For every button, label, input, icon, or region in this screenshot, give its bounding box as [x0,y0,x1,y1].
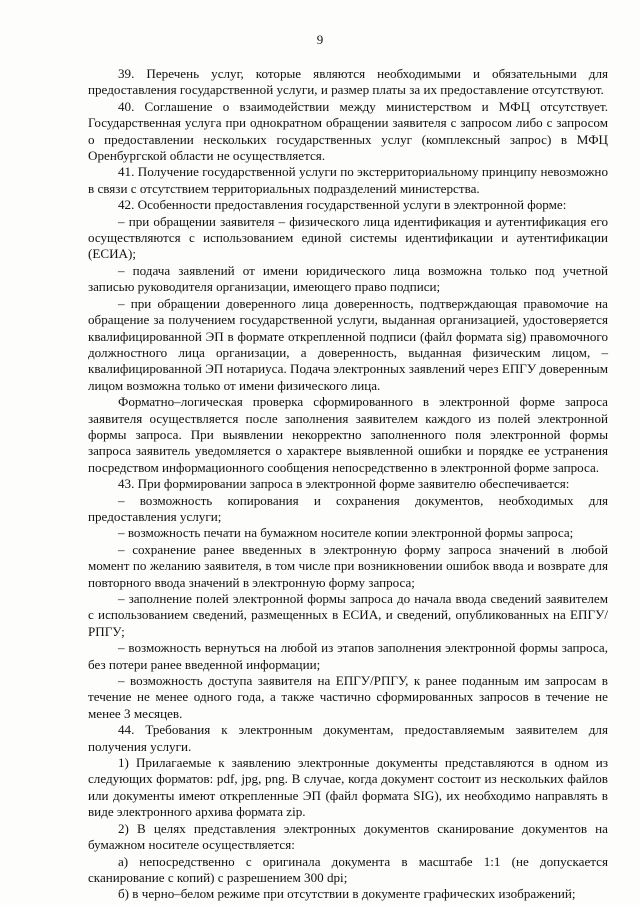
list-item: – при обращении доверенного лица доверенность, подтверждающая правомочие на обращение за получением государственной услуги, выданная организацией, удостоверяется квалифицированной ЭП в формате открепленной подписи (файл формата sig) правомочного должностного лица организации, а доверенность, выданная физическим лицом, – квалифицированной ЭП нотариуса. Подача электронных заявлений через ЕПГУ доверенным лицом возможна только от имени физического лица. [88,295,608,393]
subitem-2: 2) В целях представления электронных документов сканирование документов на бумажном носителе осуществляется: [88,820,608,853]
subitem-b: б) в черно–белом режиме при отсутствии в документе графических изображений; [118,886,576,902]
document-body [88,66,608,903]
list-item: – возможность копирования и сохранения документов, необходимых для предоставления услуги; [88,492,608,524]
paragraph-format-check: Форматно–логическая проверка сформированного в электронной форме запроса заявителя осуществляется после заполнения заявителем каждого из полей электронной формы запроса. При выявлении некорректно заполненного поля электронной формы запроса заявитель уведомляется о характере выявленной ошибки и порядке ее устранения посредством информационного сообщения непосредственно в электронной форме запроса. [88,394,608,475]
paragraph-41: 41. Получение государственной услуги по экстерриториальному принципу невозможно в связи с отсутствием территориальных подразделений министерства. [88,164,608,196]
subitem-1: 1) Прилагаемые к заявлению электронные документы представляются в одном из следующих форматов: pdf, jpg, png. В случае, когда документ состоит из нескольких файлов или документы имеют открепленные ЭП (файл формата SIG), их необходимо направлять в виде электронного архива формата zip. [88,755,608,820]
list-item: – возможность вернуться на любой из этапов заполнения электронной формы запроса, без потери ранее введенной информации; [88,640,608,672]
page-number: 9 [316,32,324,47]
list-item: – возможность доступа заявителя на ЕПГУ/РПГУ, к ранее поданным им запросам в течение не менее одного года, а также частично сформированных запросов в течение не менее 3 месяцев. [88,673,608,721]
list-item: – возможность печати на бумажном носителе копии электронной формы запроса; [118,525,574,541]
paragraph-42: 42. Особенности предоставления государственной услуги в электронной форме: [118,197,567,213]
list-item: – заполнение полей электронной формы запроса до начала ввода сведений заявителем с использованием сведений, размещенных в ЕСИА, и сведений, опубликованных на ЕПГУ/РПГУ; [88,591,608,639]
subitem-a: а) непосредственно с оригинала документа в масштабе 1:1 (не допускается сканирование с копий) с разрешением 300 dpi; [88,853,608,885]
paragraph-43: 43. При формировании запроса в электронной форме заявителю обеспечивается: [118,476,570,492]
paragraph-44: 44. Требования к электронным документам, предоставляемым заявителем для получения услуги. [88,722,608,754]
paragraph-40: 40. Соглашение о взаимодействии между министерством и МФЦ отсутствует. Государственная услуга при однократном обращении заявителя с запросом либо с запросом о предоставлении нескольких государственных услуг (комплексный запрос) в МФЦ Оренбургской области не осуществляется. [88,98,608,164]
paragraph-39: 39. Перечень услуг, которые являются необходимыми и обязательными для предоставления государственной услуги, и размер платы за их предоставление отсутствуют. [88,66,608,98]
list-item: – подача заявлений от имени юридического лица возможна только под учетной записью руководителя организации, имеющего право подписи; [88,262,608,295]
list-item: – при обращении заявителя – физического лица идентификация и аутентификация его осуществляются с использованием единой системы идентификации и аутентификации (ЕСИА); [88,213,608,262]
list-item: – сохранение ранее введенных в электронную форму запроса значений в любой момент по желанию заявителя, в том числе при возникновении ошибок ввода и возврате для повторного ввода значений в электронную форму запроса; [88,541,608,590]
